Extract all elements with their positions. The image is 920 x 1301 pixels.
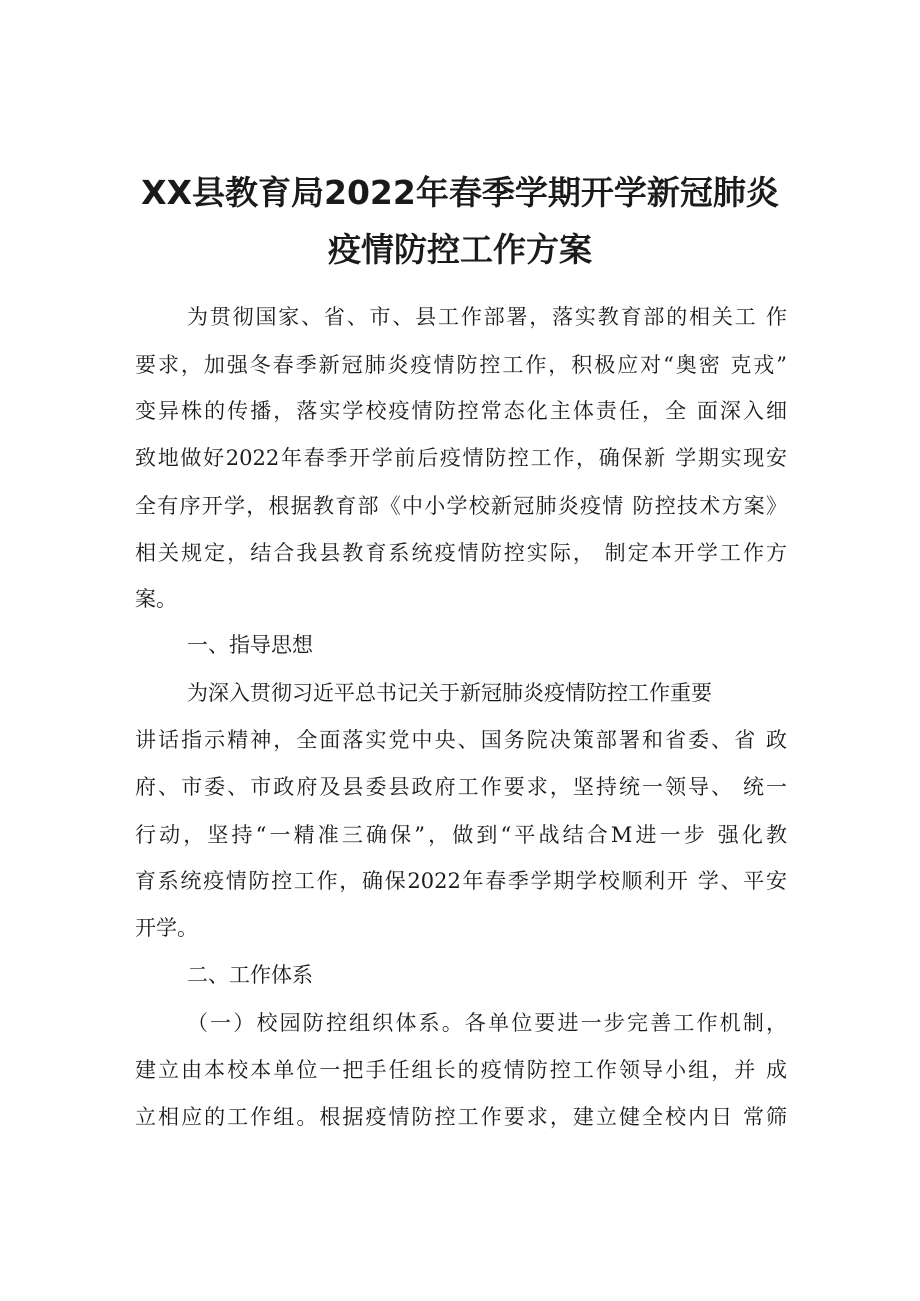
section-heading-work-system: 二、工作体系 <box>187 963 313 987</box>
document-title-line-2: 疫情防控工作方案 <box>328 230 592 269</box>
paragraph-1-line-4: 致地做好2022年春季开学前后疫情防控工作，确保新 学期实现安 <box>135 446 787 470</box>
paragraph-3-line-3: 立相应的工作组。根据疫情防控工作要求，建立健全校内日 常筛 <box>135 1105 787 1129</box>
paragraph-1-line-2: 要求，加强冬春季新冠肺炎疫情防控工作，积极应对“奥密 克戎” <box>135 353 787 377</box>
section-heading-guiding-thought: 一、指导思想 <box>187 633 313 657</box>
document-title-line-1: XX县教育局2022年春季学期开学新冠肺炎 <box>141 173 779 212</box>
paragraph-1-line-6: 相关规定，结合我县教育系统疫情防控实际， 制定本开学工作方 <box>135 541 787 565</box>
paragraph-1-line-1: 为贯彻国家、省、市、县工作部署，落实教育部的相关工 作 <box>187 305 787 329</box>
paragraph-2-line-5: 育系统疫情防控工作，确保2022年春季学期学校顺利开 学、平安 <box>135 869 787 893</box>
paragraph-3-line-1: （一）校园防控组织体系。各单位要进一步完善工作机制， <box>187 1011 787 1035</box>
paragraph-2-line-6: 开学。 <box>135 916 198 940</box>
paragraph-1-line-5: 全有序开学，根据教育部《中小学校新冠肺炎疫情 防控技术方案》 <box>135 494 787 518</box>
paragraph-2-line-3: 府、市委、市政府及县委县政府工作要求，坚持统一领导、 统一 <box>135 775 787 799</box>
paragraph-2-line-1: 为深入贯彻习近平总书记关于新冠肺炎疫情防控工作重要 <box>187 681 712 705</box>
paragraph-1-line-3: 变异株的传播，落实学校疫情防控常态化主体责任，全 面深入细 <box>135 399 787 423</box>
paragraph-2-line-4: 行动，坚持“一精准三确保”，做到“平战结合M进一步 强化教 <box>135 823 787 847</box>
paragraph-1-line-7: 案。 <box>135 587 177 611</box>
paragraph-3-line-2: 建立由本校本单位一把手任组长的疫情防控工作领导小组，并 成 <box>135 1058 787 1082</box>
paragraph-2-line-2: 讲话指示精神，全面落实党中央、国务院决策部署和省委、省 政 <box>135 728 787 752</box>
